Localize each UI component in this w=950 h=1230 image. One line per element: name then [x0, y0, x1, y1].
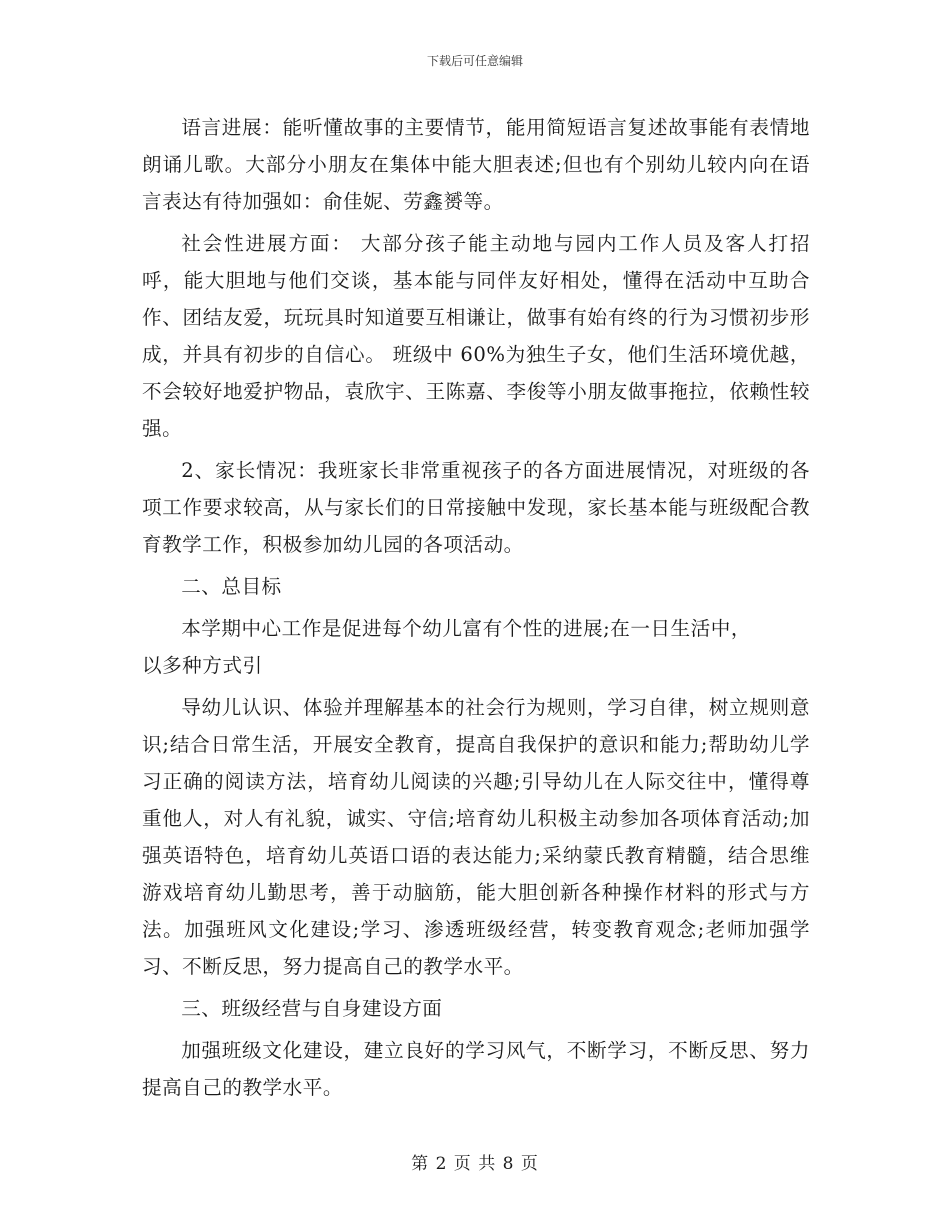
paragraph-goal-intro: 本学期中心工作是促进每个幼儿富有个性的进展;在一日生活中，	[181, 617, 751, 640]
paragraph-language-development: 语言进展：能听懂故事的主要情节，能用简短语言复述故事能有表情地朗诵儿歌。大部分小朋友在集体中能大胆表述;但也有个别幼儿较内向在语言表达有待加强如：俞佳妮、劳鑫赟等。	[142, 116, 810, 213]
paragraph-parent-situation: 2、家长情况：我班家长非常重视孩子的各方面进展情况，对班级的各项工作要求较高，从与家长们的日常接触中发现，家长基本能与班级配合教育教学工作，积极参加幼儿园的各项活动。	[142, 459, 810, 556]
paragraph-goal-details: 导幼儿认识、体验并理解基本的社会行为规则，学习自律，树立规则意识;结合日常生活，开展安全教育，提高自我保护的意识和能力;帮助幼儿学习正确的阅读方法，培育幼儿阅读的兴趣;引导幼儿在人际交往中，懂得尊重他人，对人有礼貌，诚实、守信;培育幼儿积极主动参加各项体育活动;加强英语特色，培育幼儿英语口语的表达能力;采纳蒙氏教育精髓，结合思维游戏培育幼儿勤思考，善于动脑筋，能大胆创新各种操作材料的形式与方法。加强班风文化建设;学习、渗透班级经营，转变教育观念;老师加强学习、不断反思，努力提高自己的教学水平。	[142, 696, 810, 978]
paragraph-class-culture: 加强班级文化建设，建立良好的学习风气，不断学习，不断反思、努力提高自己的教学水平。	[142, 1039, 810, 1099]
page-number: 第 2 页 共 8 页	[411, 1154, 539, 1174]
document-body	[142, 109, 810, 1111]
heading-overall-goal: 二、总目标	[181, 575, 282, 598]
paragraph-goal-intro-continued: 以多种方式引	[142, 654, 263, 677]
paragraph-social-development: 社会性进展方面： 大部分孩子能主动地与园内工作人员及客人打招呼，能大胆地与他们交谈，基本能与同伴友好相处，懂得在活动中互助合作、团结友爱，玩玩具时知道要互相谦让，做事有始有终的行为习惯初步形成，并具有初步的自信心。 班级中 60%为独生子女，他们生活环境优越，不会较好地爱护物品，袁欣宇、王陈嘉、李俊等小朋友做事拖拉，依赖性较强。	[142, 232, 810, 440]
heading-class-management: 三、班级经营与自身建设方面	[181, 997, 443, 1020]
page-header: 下载后可任意编辑	[426, 54, 523, 68]
